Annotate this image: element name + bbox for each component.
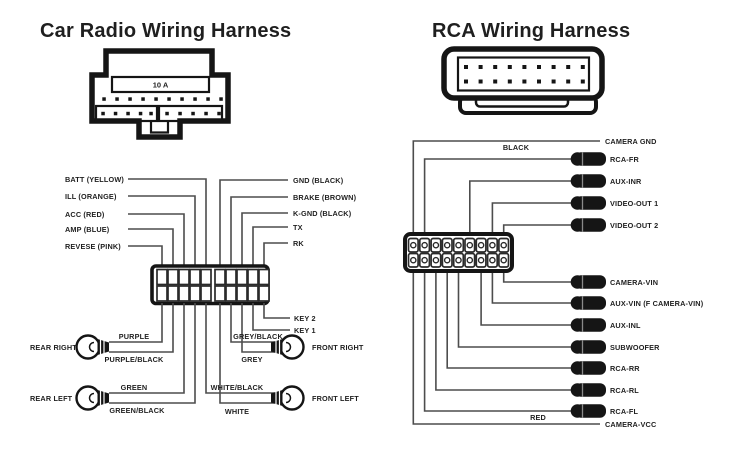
wire-acc	[128, 214, 184, 266]
label-camera-vcc: CAMERA-VCC	[605, 420, 657, 429]
rca-plug-icon	[571, 196, 606, 210]
wire-purple-black	[109, 303, 173, 352]
speaker-rear-left-icon	[77, 387, 110, 410]
wire-grey	[242, 303, 275, 352]
rca-plug-icon	[571, 318, 606, 332]
fuse-rating-label: 10 A	[152, 80, 169, 90]
label-rear-right: REAR RIGHT	[30, 343, 77, 352]
rca-plug-icon	[571, 340, 606, 354]
wire-camera-gnd	[413, 141, 600, 234]
wire-key1	[253, 303, 290, 330]
label-green-black: GREEN/BLACK	[109, 406, 165, 415]
wire-aux-inr	[470, 181, 572, 234]
label-purple-black: PURPLE/BLACK	[104, 355, 164, 364]
label-white: WHITE	[224, 407, 250, 416]
label-front-right: FRONT RIGHT	[312, 343, 364, 352]
label-red-wire: RED	[530, 413, 546, 422]
label-green: GREEN	[120, 383, 148, 392]
label-acc: ACC (RED)	[65, 210, 105, 219]
rca-plug-icon	[571, 296, 606, 310]
label-rca-rl: RCA-RL	[610, 386, 639, 395]
label-video-out-2: VIDEO-OUT 2	[610, 221, 659, 230]
rca-pin-block	[405, 234, 512, 271]
label-subwoofer: SUBWOOFER	[610, 343, 660, 352]
signal-wires	[220, 180, 288, 266]
rca-plug-icon	[571, 218, 606, 232]
connector-body	[92, 51, 228, 137]
label-reverse: REVESE (PINK)	[65, 242, 121, 251]
speaker-front-left-icon	[271, 387, 304, 410]
label-aux-vin: AUX-VIN (F CAMERA-VIN)	[610, 299, 704, 308]
label-rear-left: REAR LEFT	[30, 394, 73, 403]
rca-harness-title: RCA Wiring Harness	[432, 20, 631, 42]
car-radio-harness-title: Car Radio Wiring Harness	[40, 20, 292, 42]
rca-plug-icon	[571, 383, 606, 397]
label-gnd: GND (BLACK)	[293, 176, 344, 185]
rca-plug-icon	[571, 152, 606, 166]
rca-connector-drawing	[444, 49, 602, 113]
label-black-wire: BLACK	[502, 143, 530, 152]
label-brake: BRAKE (BROWN)	[293, 193, 357, 202]
wire-rca-rl	[436, 271, 572, 390]
label-purple: PURPLE	[118, 332, 150, 341]
label-aux-inl: AUX-INL	[610, 321, 641, 330]
wire-reverse	[128, 246, 162, 266]
wire-amp	[128, 229, 173, 266]
rca-plug-icon	[571, 404, 606, 418]
label-amp: AMP (BLUE)	[65, 225, 110, 234]
rca-plug-icon	[571, 174, 606, 188]
label-camera-gnd: CAMERA GND	[605, 137, 657, 146]
label-ill: ILL (ORANGE)	[65, 192, 117, 201]
car-radio-connector-drawing	[92, 51, 228, 137]
wire-tx	[253, 227, 288, 266]
rca-plug-icons	[571, 152, 606, 418]
wire-camera-vin	[504, 271, 572, 282]
label-rca-fl: RCA-FL	[610, 407, 639, 416]
rca-pin-block-cells	[409, 239, 509, 268]
wire-brake	[231, 197, 288, 266]
rca-top-wires	[413, 141, 600, 234]
label-key2: KEY 2	[294, 314, 316, 323]
label-grey: GREY	[241, 355, 263, 364]
car-radio-pin-block	[152, 266, 269, 304]
label-rca-rr: RCA-RR	[610, 364, 640, 373]
label-front-left: FRONT LEFT	[312, 394, 359, 403]
wire-kgnd	[242, 213, 288, 266]
rca-plug-icon	[571, 361, 606, 375]
label-camera-vin: CAMERA-VIN	[610, 278, 659, 287]
wire-aux-inl	[481, 271, 572, 325]
wire-video-out-2	[504, 225, 572, 234]
power-wires	[128, 179, 206, 266]
wire-rca-rr	[447, 271, 572, 368]
label-batt: BATT (YELLOW)	[65, 175, 124, 184]
label-aux-inr: AUX-INR	[610, 177, 642, 186]
label-grey-black: GREY/BLACK	[233, 332, 283, 341]
label-kgnd: K-GND (BLACK)	[293, 209, 352, 218]
label-key1: KEY 1	[294, 326, 316, 335]
wire-rk	[264, 243, 288, 266]
wire-rca-fr	[425, 159, 572, 234]
label-rk: RK	[293, 239, 304, 248]
label-white-black: WHITE/BLACK	[210, 383, 264, 392]
wire-key2	[264, 303, 290, 318]
label-video-out-1: VIDEO-OUT 1	[610, 199, 659, 208]
label-tx: TX	[293, 223, 303, 232]
rca-plug-icon	[571, 275, 606, 289]
label-rca-fr: RCA-FR	[610, 155, 639, 164]
